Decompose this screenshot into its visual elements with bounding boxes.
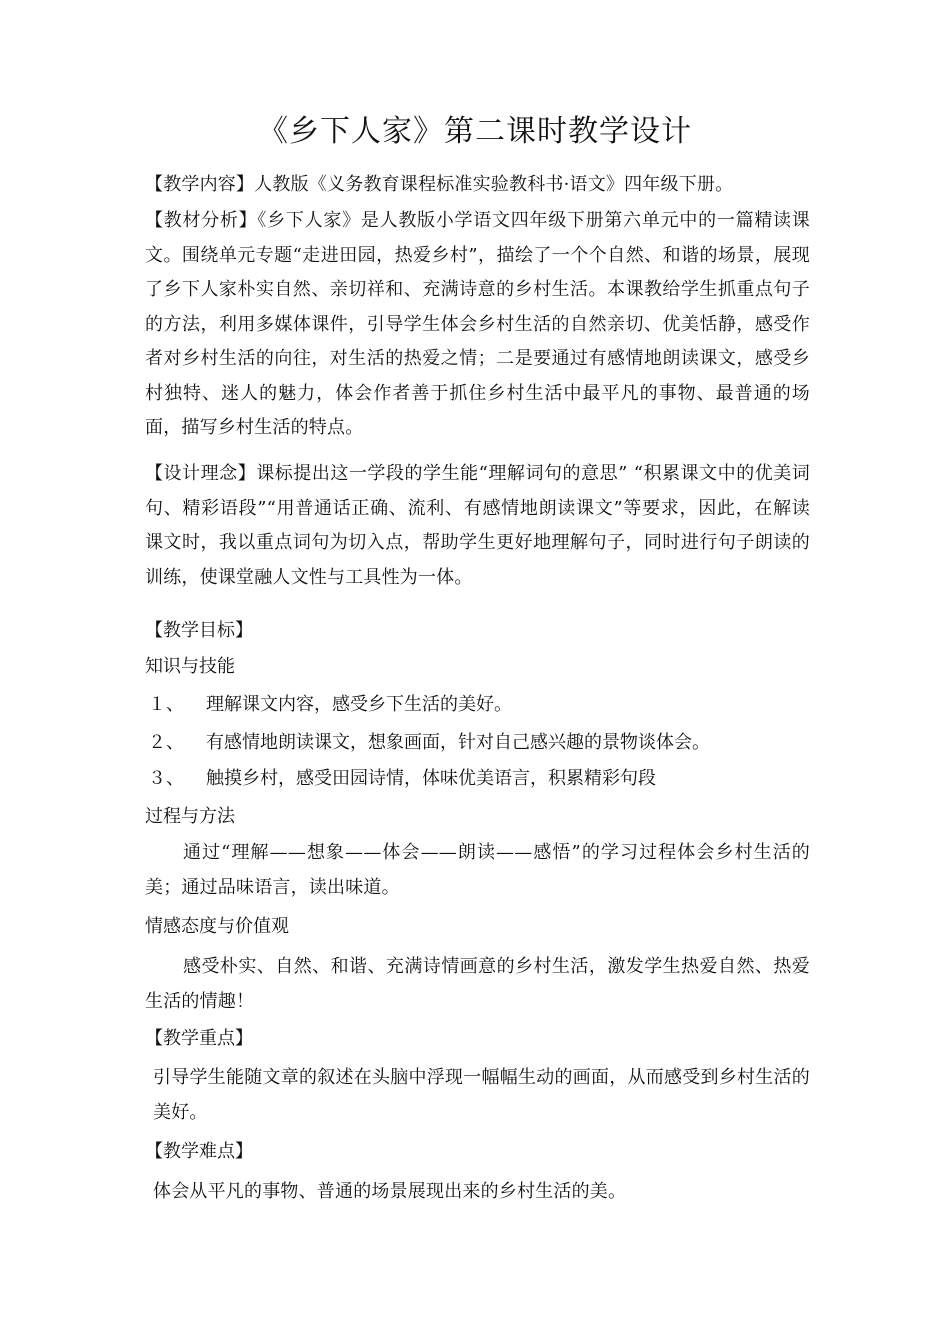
knowledge-item-text: 理解课文内容，感受乡下生活的美好。	[206, 694, 512, 715]
process-text: 通过“理解——想象——体会——朗读——感悟”的学习过程体会乡村生活的美；通过品味语言，读出味道。	[145, 842, 810, 898]
difficulty-text: 体会从平凡的事物、普通的场景展现出来的乡村生活的美。	[153, 1181, 627, 1202]
material-analysis-paragraph	[145, 204, 810, 446]
process-heading: 过程与方法	[145, 806, 235, 827]
teaching-content-label: 【教学内容】	[145, 174, 255, 195]
knowledge-item	[148, 690, 512, 720]
knowledge-item-number: ３、	[148, 768, 184, 789]
material-analysis-label: 【教材分析】	[145, 210, 258, 231]
knowledge-item	[148, 764, 656, 794]
emotion-heading: 情感态度与价值观	[145, 916, 289, 937]
design-concept-label: 【设计理念】	[145, 463, 257, 484]
emotion-text: 感受朴实、自然、和谐、充满诗情画意的乡村生活，激发学生热爱自然、热爱生活的情趣！	[145, 956, 810, 1012]
document-title: 《乡下人家》第二课时教学设计	[258, 114, 692, 149]
teaching-goals-label: 【教学目标】	[145, 620, 253, 641]
teaching-content-text: 人教版《义务教育课程标准实验教科书·语文》四年级下册。	[254, 174, 734, 195]
knowledge-item-number: ２、	[148, 732, 184, 753]
key-point-text: 引导学生能随文章的叙述在头脑中浮现一幅幅生动的画面，从而感受到乡村生活的美好。	[153, 1067, 810, 1123]
design-concept-text: 课标提出这一学段的学生能“理解词句的意思” “积累课文中的优美词句、精彩语段”“用普通话正确、流利、有感情地朗读课文”等要求，因此，在解读课文时，我以重点词句为切入点，帮助学生更好地理解句子，同时进行句子朗读的训练，使课堂融人文性与工具性为一体。	[145, 463, 810, 588]
knowledge-heading: 知识与技能	[145, 656, 235, 677]
design-concept-paragraph	[145, 457, 810, 595]
material-analysis-text: 《乡下人家》是人教版小学语文四年级下册第六单元中的一篇精读课文。围绕单元专题“走进田园，热爱乡村”，描绘了一个个自然、和谐的场景，展现了乡下人家朴实自然、亲切祥和、充满诗意的乡村生活。本课教给学生抓重点句子的方法，利用多媒体课件，引导学生体会乡村生活的自然亲切、优美恬静，感受作者对乡村生活的向往，对生活的热爱之情；二是要通过有感情地朗读课文，感受乡村独特、迷人的魅力，体会作者善于抓住乡村生活中最平凡的事物、最普通的场面，描写乡村生活的特点。	[145, 210, 810, 438]
knowledge-item	[148, 728, 710, 758]
teaching-content-paragraph	[145, 168, 810, 203]
knowledge-item-text: 触摸乡村，感受田园诗情，体味优美语言，积累精彩句段	[206, 768, 656, 789]
difficulty-label: 【教学难点】	[145, 1141, 253, 1162]
key-point-label: 【教学重点】	[145, 1028, 253, 1049]
knowledge-item-text: 有感情地朗读课文，想象画面，针对自己感兴趣的景物谈体会。	[206, 732, 710, 753]
knowledge-item-number: １、	[148, 694, 184, 715]
